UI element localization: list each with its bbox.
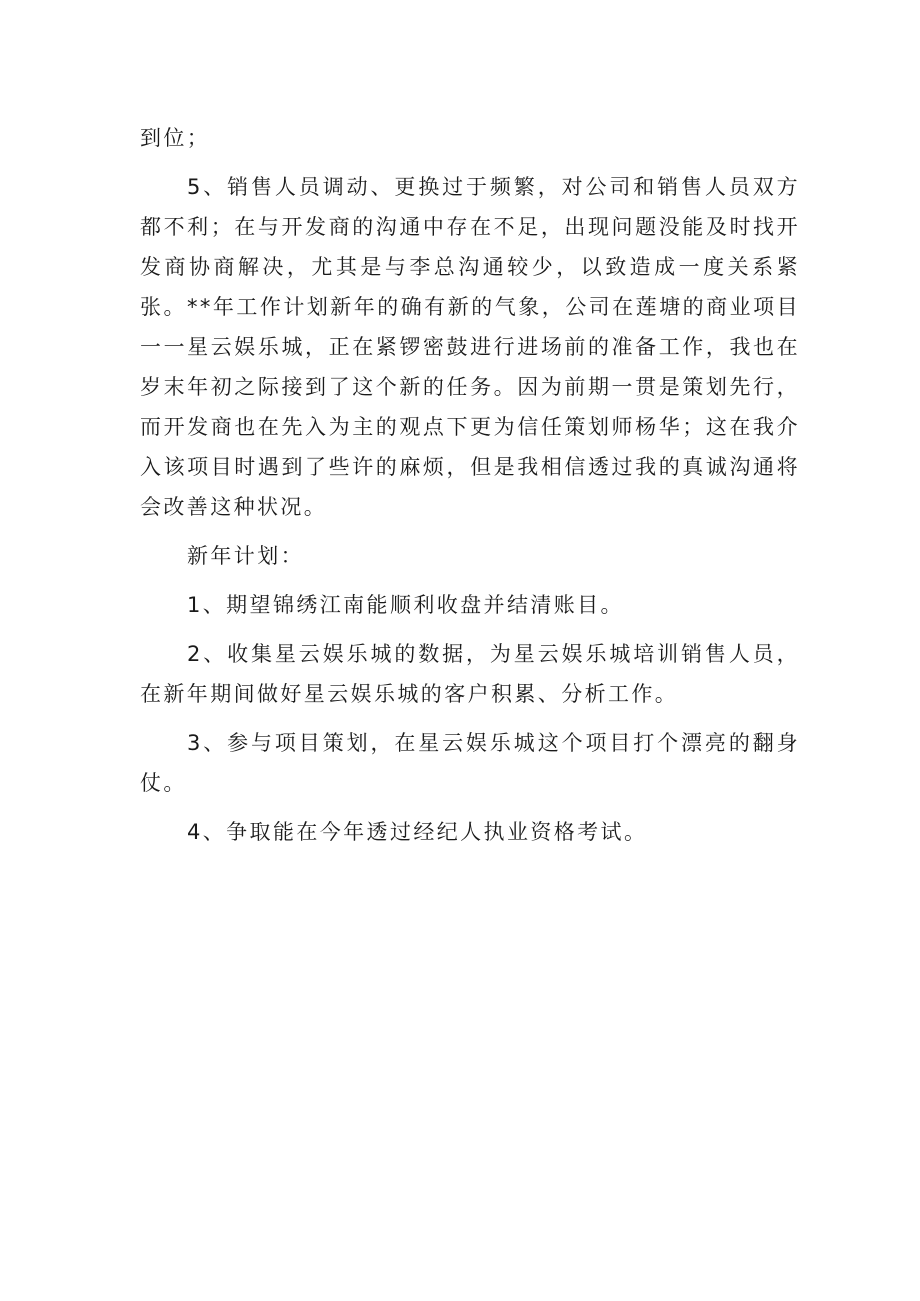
paragraph-plan-item-1: 1、期望锦绣江南能顺利收盘并结清账目。	[187, 593, 624, 617]
paragraph-item-5-and-plan-intro: 5、销售人员调动、更换过于频繁，对公司和销售人员双方都不利；在与开发商的沟通中存在不足，出现问题没能及时找开发商协商解决，尤其是与李总沟通较少，以致造成一度关系紧张。**年工作计划新年的确有新的气象，公司在莲塘的商业项目一一星云娱乐城，正在紧锣密鼓进行进场前的准备工作，我也在岁末年初之际接到了这个新的任务。因为前期一贯是策划先行，而开发商也在先入为主的观点下更为信任策划师杨华；这在我介入该项目时遇到了些许的麻烦，但是我相信透过我的真诚沟通将会改善这种状况。	[140, 175, 800, 519]
document-body	[140, 118, 800, 861]
paragraph-continuation: 到位；	[140, 126, 211, 150]
paragraph-plan-item-4: 4、争取能在今年透过经纪人执业资格考试。	[187, 820, 648, 844]
paragraph-plan-item-3: 3、参与项目策划，在星云娱乐城这个项目打个漂亮的翻身仗。	[140, 731, 800, 795]
paragraph-new-year-plan-heading: 新年计划：	[187, 544, 304, 568]
paragraph-plan-item-2: 2、收集星云娱乐城的数据，为星云娱乐城培训销售人员，在新年期间做好星云娱乐城的客户积累、分析工作。	[140, 642, 800, 706]
